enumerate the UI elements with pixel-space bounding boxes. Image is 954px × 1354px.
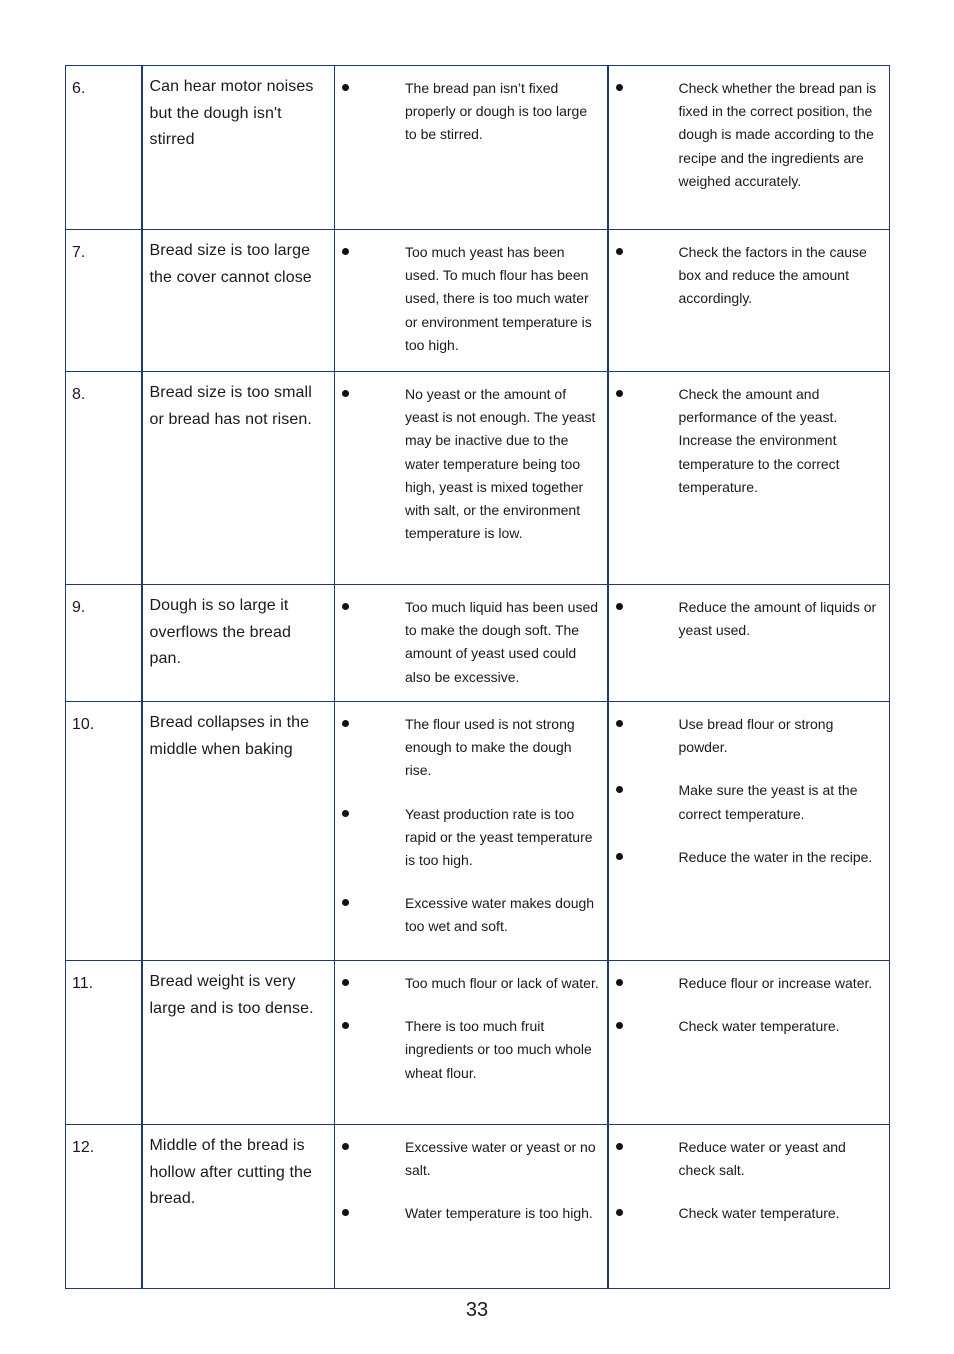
problem-text: Middle of the bread is hollow after cutting the bread. bbox=[142, 1125, 335, 1289]
solution-list bbox=[609, 230, 890, 319]
solution-item-text: Reduce water or yeast and check salt. bbox=[678, 1139, 846, 1179]
cause-list bbox=[335, 372, 607, 553]
row-number: 6. bbox=[66, 66, 142, 230]
bullet-icon bbox=[342, 248, 349, 255]
bullet-icon bbox=[616, 603, 623, 610]
cause-cell bbox=[335, 372, 608, 585]
cause-item bbox=[335, 972, 601, 995]
solution-list bbox=[609, 1125, 890, 1234]
cause-cell bbox=[335, 585, 608, 702]
problem-text: Bread weight is very large and is too dense. bbox=[142, 961, 335, 1125]
bullet-icon bbox=[342, 810, 349, 817]
solution-list bbox=[609, 702, 890, 877]
table-row bbox=[66, 961, 890, 1125]
problem-text: Bread size is too large the cover cannot close bbox=[142, 230, 335, 372]
solution-item-text: Check the factors in the cause box and reduce the amount accordingly. bbox=[678, 244, 867, 307]
bullet-icon bbox=[342, 1143, 349, 1150]
cause-item-text: The flour used is not strong enough to make the dough rise. bbox=[405, 716, 575, 779]
cause-item bbox=[335, 596, 601, 689]
solution-item-text: Make sure the yeast is at the correct temperature. bbox=[678, 782, 858, 822]
cause-item bbox=[335, 1015, 601, 1085]
page-number: 33 bbox=[465, 1299, 489, 1321]
solution-item bbox=[609, 1136, 884, 1182]
cause-cell bbox=[335, 961, 608, 1125]
solution-item-text: Use bread flour or strong powder. bbox=[678, 716, 834, 756]
solution-cell bbox=[608, 66, 890, 230]
bullet-icon bbox=[616, 720, 623, 727]
bullet-icon bbox=[616, 84, 623, 91]
table-row bbox=[66, 585, 890, 702]
troubleshooting-table bbox=[65, 65, 890, 1289]
solution-list bbox=[609, 961, 890, 1046]
solution-item-text: Reduce the water in the recipe. bbox=[678, 848, 873, 865]
problem-text: Bread size is too small or bread has not risen. bbox=[142, 372, 335, 585]
cause-cell bbox=[335, 702, 608, 961]
bullet-icon bbox=[342, 720, 349, 727]
bullet-icon bbox=[342, 390, 349, 397]
cause-list bbox=[335, 585, 607, 697]
row-number: 12. bbox=[66, 1125, 142, 1289]
solution-item bbox=[609, 383, 884, 499]
cause-item-text: Excessive water makes dough too wet and soft. bbox=[405, 895, 595, 935]
cause-item-text: Too much yeast has been used. To much flour has been used, there is too much water or environment temperature is too high. bbox=[405, 244, 592, 353]
row-number: 8. bbox=[66, 372, 142, 585]
bullet-icon bbox=[616, 390, 623, 397]
bullet-icon bbox=[616, 1209, 623, 1216]
bullet-icon bbox=[342, 899, 349, 906]
solution-item bbox=[609, 972, 884, 995]
solution-cell bbox=[608, 961, 890, 1125]
cause-list bbox=[335, 961, 607, 1093]
solution-item bbox=[609, 77, 884, 193]
bullet-icon bbox=[616, 786, 623, 793]
solution-list bbox=[609, 372, 890, 507]
solution-cell bbox=[608, 230, 890, 372]
bullet-icon bbox=[342, 1209, 349, 1216]
cause-list bbox=[335, 66, 607, 155]
bullet-icon bbox=[616, 1143, 623, 1150]
bullet-icon bbox=[616, 1022, 623, 1029]
solution-item bbox=[609, 241, 884, 311]
table-row bbox=[66, 372, 890, 585]
cause-item bbox=[335, 383, 601, 545]
solution-item bbox=[609, 1202, 884, 1225]
row-number: 10. bbox=[66, 702, 142, 961]
bullet-icon bbox=[342, 1022, 349, 1029]
problem-text: Can hear motor noises but the dough isn't stirred bbox=[142, 66, 335, 230]
solution-item-text: Check water temperature. bbox=[678, 1205, 840, 1222]
bullet-icon bbox=[342, 603, 349, 610]
solution-item bbox=[609, 713, 884, 759]
cause-item-text: Excessive water or yeast or no salt. bbox=[405, 1139, 596, 1179]
cause-item bbox=[335, 77, 601, 147]
row-number: 11. bbox=[66, 961, 142, 1125]
solution-item-text: Reduce the amount of liquids or yeast used. bbox=[678, 599, 877, 639]
cause-item-text: The bread pan isn’t fixed properly or dough is too large to be stirred. bbox=[405, 80, 588, 143]
cause-cell bbox=[335, 230, 608, 372]
bullet-icon bbox=[616, 979, 623, 986]
table-row bbox=[66, 1125, 890, 1289]
bullet-icon bbox=[616, 853, 623, 860]
cause-item-text: No yeast or the amount of yeast is not enough. The yeast may be inactive due to the water temperature being too high, yeast is mixed together with salt, or the environment temperature is low. bbox=[405, 386, 596, 542]
cause-item bbox=[335, 241, 601, 357]
solution-item-text: Check water temperature. bbox=[678, 1018, 840, 1035]
cause-item bbox=[335, 713, 601, 783]
problem-text: Bread collapses in the middle when baking bbox=[142, 702, 335, 961]
solution-item-text: Check the amount and performance of the yeast. Increase the environment temperature to the correct temperature. bbox=[678, 386, 840, 495]
cause-item-text: There is too much fruit ingredients or too much whole wheat flour. bbox=[405, 1018, 592, 1081]
row-number: 9. bbox=[66, 585, 142, 702]
solution-list bbox=[609, 66, 890, 201]
table-row bbox=[66, 230, 890, 372]
problem-text: Dough is so large it overflows the bread pan. bbox=[142, 585, 335, 702]
cause-item bbox=[335, 892, 601, 938]
solution-item-text: Reduce flour or increase water. bbox=[678, 975, 873, 991]
row-number: 7. bbox=[66, 230, 142, 372]
cause-cell bbox=[335, 1125, 608, 1289]
cause-item-text: Too much liquid has been used to make the dough soft. The amount of yeast used could also be excessive. bbox=[405, 599, 599, 685]
solution-item-text: Check whether the bread pan is fixed in the correct position, the dough is made according to the recipe and the ingredients are weighed accurately. bbox=[678, 80, 877, 189]
solution-cell bbox=[608, 585, 890, 702]
solution-item bbox=[609, 779, 884, 825]
cause-item bbox=[335, 803, 601, 873]
cause-item-text: Yeast production rate is too rapid or the yeast temperature is too high. bbox=[405, 805, 593, 869]
solution-item bbox=[609, 1015, 884, 1038]
table-row bbox=[66, 702, 890, 961]
bullet-icon bbox=[342, 979, 349, 986]
cause-list bbox=[335, 702, 607, 947]
solution-item bbox=[609, 846, 884, 869]
bullet-icon bbox=[616, 248, 623, 255]
solution-item bbox=[609, 596, 884, 642]
cause-item-text: Too much flour or lack of water. bbox=[405, 975, 599, 991]
solution-cell bbox=[608, 702, 890, 961]
cause-cell bbox=[335, 66, 608, 230]
cause-list bbox=[335, 230, 607, 365]
table-row bbox=[66, 66, 890, 230]
solution-cell bbox=[608, 1125, 890, 1289]
solution-list bbox=[609, 585, 890, 650]
solution-cell bbox=[608, 372, 890, 585]
bullet-icon bbox=[342, 84, 349, 91]
cause-item bbox=[335, 1136, 601, 1182]
cause-item-text: Water temperature is too high. bbox=[405, 1205, 593, 1222]
cause-item bbox=[335, 1202, 601, 1225]
cause-list bbox=[335, 1125, 607, 1234]
